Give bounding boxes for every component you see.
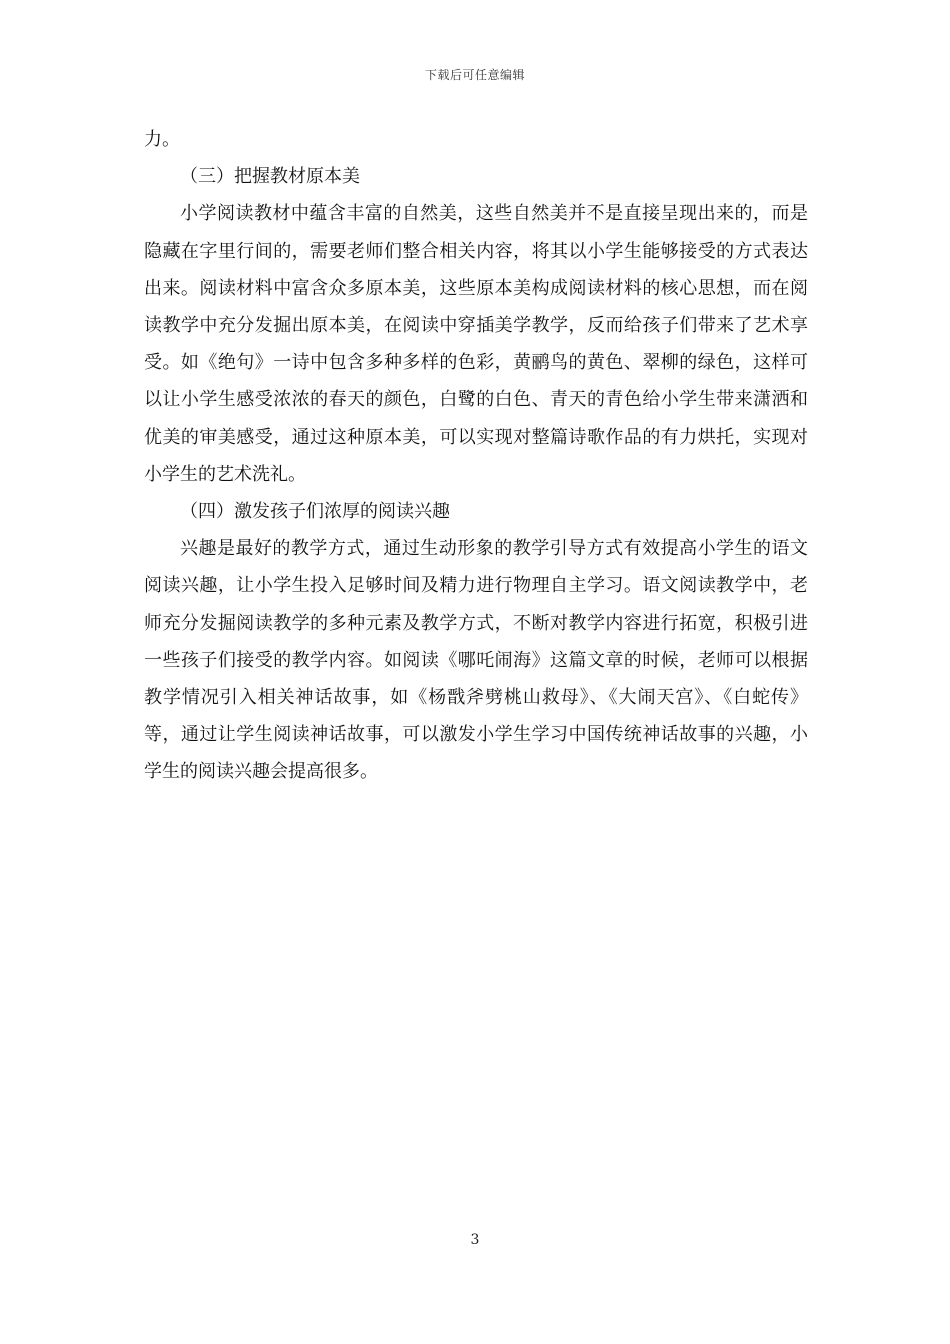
- section-heading-4: （四）激发孩子们浓厚的阅读兴趣: [180, 501, 450, 523]
- continuation-text: 力。: [144, 129, 180, 150]
- section-paragraph-3: 小学阅读教材中蕴含丰富的自然美，这些自然美并不是直接呈现出来的，而是隐藏在字里行间的，需要老师们整合相关内容，将其以小学生能够接受的方式表达出来。阅读材料中富含众多原本美，这些原本美构成阅读材料的核心思想，而在阅读教学中充分发掘出原本美，在阅读中穿插美学教学，反而给孩子们带来了艺术享受。如《绝句》一诗中包含多种多样的色彩，黄鹂鸟的黄色、翠柳的绿色，这样可以让小学生感受浓浓的春天的颜色，白鹭的白色、青天的青色给小学生带来潇洒和优美的审美感受，通过这种原本美，可以实现对整篇诗歌作品的有力烘托，实现对小学生的艺术洗礼。: [144, 203, 808, 485]
- section-paragraph-4: 兴趣是最好的教学方式，通过生动形象的教学引导方式有效提高小学生的语文阅读兴趣，让小学生投入足够时间及精力进行物理自主学习。语文阅读教学中，老师充分发掘阅读教学的多种元素及教学方式，不断对教学内容进行拓宽，积极引进一些孩子们接受的教学内容。如阅读《哪吒闹海》这篇文章的时候，老师可以根据教学情况引入相关神话故事，如《杨戬斧劈桃山救母》、《大闹天宫》、《白蛇传》等，通过让学生阅读神话故事，可以激发小学生学习中国传统神话故事的兴趣，小学生的阅读兴趣会提高很多。: [144, 538, 808, 783]
- page-number: 3: [470, 1232, 480, 1248]
- document-body: [144, 121, 808, 791]
- page-header: 下载后可任意编辑: [424, 68, 525, 82]
- section-heading-3: （三）把握教材原本美: [180, 166, 360, 188]
